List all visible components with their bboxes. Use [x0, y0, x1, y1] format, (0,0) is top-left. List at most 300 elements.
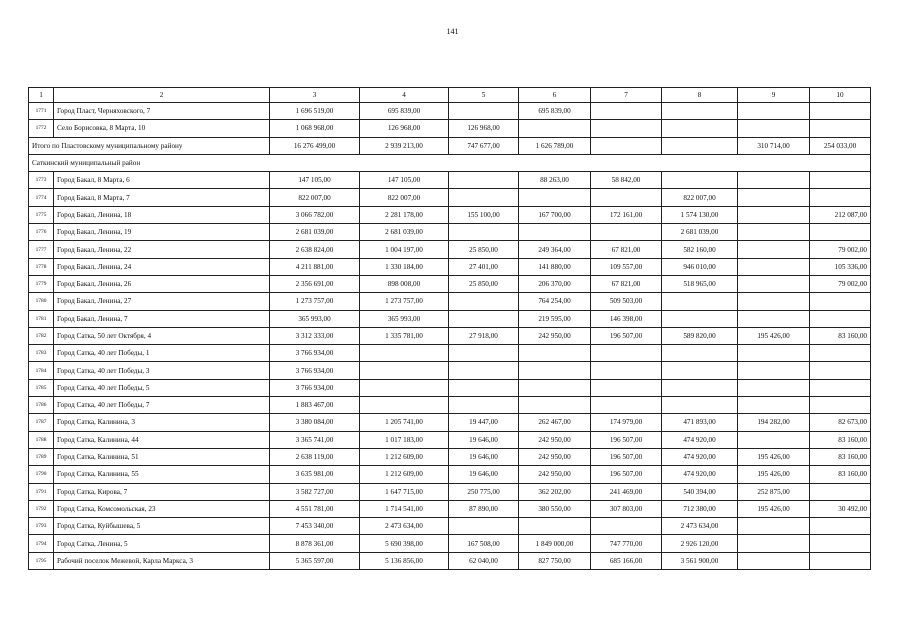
table-cell: 3 766 934,00: [270, 362, 360, 379]
table-cell: 1781: [29, 310, 54, 327]
table-cell: [519, 518, 591, 535]
table-cell: [449, 293, 519, 310]
table-cell: 83 160,00: [810, 448, 871, 465]
table-cell: 1772: [29, 120, 54, 137]
table-cell: [449, 362, 519, 379]
table-cell: 822 007,00: [662, 189, 738, 206]
table-cell: Город Бакал, Ленина, 27: [54, 293, 270, 310]
table-cell: [738, 103, 810, 120]
table-cell: [591, 224, 662, 241]
table-cell: [810, 103, 871, 120]
table-cell: [449, 172, 519, 189]
table-cell: 2 281 178,00: [360, 206, 449, 223]
table-cell: 242 950,00: [519, 327, 591, 344]
table-cell: 83 160,00: [810, 466, 871, 483]
table-cell: 822 007,00: [360, 189, 449, 206]
table-cell: 3 380 084,00: [270, 414, 360, 431]
table-cell: 1773: [29, 172, 54, 189]
table-cell: 827 750,00: [519, 552, 591, 569]
table-row: [29, 189, 871, 206]
table-cell: 310 714,00: [738, 137, 810, 154]
table-cell: 1785: [29, 379, 54, 396]
table-cell: [449, 518, 519, 535]
table-cell: Город Сатка, Калинина, 55: [54, 466, 270, 483]
table-row: [29, 397, 871, 414]
table-cell: 1774: [29, 189, 54, 206]
table-cell: [591, 120, 662, 137]
table-cell: 155 100,00: [449, 206, 519, 223]
table-cell: Город Сатка, 40 лет Победы, 1: [54, 345, 270, 362]
table-cell: [519, 224, 591, 241]
table-cell: 582 160,00: [662, 241, 738, 258]
table-cell: 1 212 609,00: [360, 448, 449, 465]
table-cell: 19 646,00: [449, 466, 519, 483]
table-cell: 219 595,00: [519, 310, 591, 327]
table-cell: 3 766 934,00: [270, 379, 360, 396]
table-cell: 589 820,00: [662, 327, 738, 344]
table-cell: 9: [738, 88, 810, 103]
table-cell: [810, 345, 871, 362]
table-cell: 1779: [29, 275, 54, 292]
table-cell: [810, 224, 871, 241]
table-cell: [519, 362, 591, 379]
table-cell: 10: [810, 88, 871, 103]
table-cell: [591, 189, 662, 206]
table-cell: Саткинский муниципальный район: [29, 154, 871, 171]
table-cell: Город Сатка, 40 лет Победы, 5: [54, 379, 270, 396]
table-cell: 1789: [29, 448, 54, 465]
table-cell: 196 507,00: [591, 431, 662, 448]
table-cell: 1790: [29, 466, 54, 483]
table-cell: Город Пласт, Черняховского, 7: [54, 103, 270, 120]
table-cell: 147 105,00: [360, 172, 449, 189]
table-cell: 2: [54, 88, 270, 103]
table-cell: 1 068 968,00: [270, 120, 360, 137]
table-cell: [738, 535, 810, 552]
table-cell: [810, 293, 871, 310]
table-row: [29, 483, 871, 500]
table-cell: 1791: [29, 483, 54, 500]
table-cell: 196 507,00: [591, 466, 662, 483]
table-row: [29, 518, 871, 535]
table-cell: 1 574 130,00: [662, 206, 738, 223]
table-cell: 126 968,00: [449, 120, 519, 137]
table-cell: 206 370,00: [519, 275, 591, 292]
table-cell: 195 426,00: [738, 448, 810, 465]
table-cell: 105 336,00: [810, 258, 871, 275]
table-cell: 747 770,00: [591, 535, 662, 552]
table-cell: 518 965,00: [662, 275, 738, 292]
table-cell: 242 950,00: [519, 448, 591, 465]
table-cell: Рабочий поселок Межевой, Карла Маркса, 3: [54, 552, 270, 569]
table-cell: [449, 224, 519, 241]
table-cell: [519, 379, 591, 396]
table-cell: 79 002,00: [810, 241, 871, 258]
table-row: [29, 172, 871, 189]
table-cell: 474 920,00: [662, 466, 738, 483]
table-row: [29, 466, 871, 483]
table-cell: [591, 397, 662, 414]
table-cell: 1793: [29, 518, 54, 535]
table-cell: [738, 310, 810, 327]
table-cell: [810, 310, 871, 327]
table-cell: 1794: [29, 535, 54, 552]
table-cell: 3 312 333,00: [270, 327, 360, 344]
table-cell: 1 004 197,00: [360, 241, 449, 258]
table-cell: Итого по Пластовскому муниципальному району: [29, 137, 270, 154]
table-cell: Город Бакал, Ленина, 18: [54, 206, 270, 223]
table-cell: 19 646,00: [449, 448, 519, 465]
table-cell: 16 276 499,00: [270, 137, 360, 154]
table-cell: 695 839,00: [360, 103, 449, 120]
table-cell: Город Сатка, Куйбышева, 5: [54, 518, 270, 535]
table-cell: 1788: [29, 431, 54, 448]
table-row: [29, 103, 871, 120]
table-cell: 365 993,00: [270, 310, 360, 327]
table-cell: 4: [360, 88, 449, 103]
table-cell: 1 647 715,00: [360, 483, 449, 500]
table-cell: 1775: [29, 206, 54, 223]
table-row: [29, 275, 871, 292]
table-cell: [591, 362, 662, 379]
table-cell: 3 582 727,00: [270, 483, 360, 500]
table-cell: 174 979,00: [591, 414, 662, 431]
table-cell: 2 681 039,00: [662, 224, 738, 241]
table-cell: [662, 345, 738, 362]
table-cell: Город Сатка, Калинина, 3: [54, 414, 270, 431]
table-cell: [738, 362, 810, 379]
table-cell: [738, 189, 810, 206]
table-cell: 685 166,00: [591, 552, 662, 569]
table-cell: 27 918,00: [449, 327, 519, 344]
table-cell: [738, 379, 810, 396]
table-cell: [738, 206, 810, 223]
table-cell: 1 714 541,00: [360, 500, 449, 517]
table-cell: 1786: [29, 397, 54, 414]
page-number: 141: [446, 27, 459, 36]
table-cell: 4 211 881,00: [270, 258, 360, 275]
table-cell: 254 033,00: [810, 137, 871, 154]
table-cell: 30 492,00: [810, 500, 871, 517]
table-cell: 1784: [29, 362, 54, 379]
table-cell: 1782: [29, 327, 54, 344]
table-cell: 241 469,00: [591, 483, 662, 500]
table-cell: [738, 293, 810, 310]
table-cell: 474 920,00: [662, 448, 738, 465]
table-cell: 3 365 741,00: [270, 431, 360, 448]
table-row: [29, 120, 871, 137]
table-cell: [360, 362, 449, 379]
table-cell: 242 950,00: [519, 466, 591, 483]
table-cell: 1 273 757,00: [360, 293, 449, 310]
table-row: [29, 241, 871, 258]
table-cell: [810, 397, 871, 414]
table-cell: 2 638 824,00: [270, 241, 360, 258]
table-cell: [810, 172, 871, 189]
table-cell: 471 893,00: [662, 414, 738, 431]
table-cell: 252 875,00: [738, 483, 810, 500]
table-cell: 262 467,00: [519, 414, 591, 431]
table-cell: 2 681 039,00: [360, 224, 449, 241]
table-cell: [519, 345, 591, 362]
table-cell: [662, 310, 738, 327]
table-cell: 5: [449, 88, 519, 103]
table-cell: 167 508,00: [449, 535, 519, 552]
table-cell: 2 473 634,00: [360, 518, 449, 535]
table-row: [29, 206, 871, 223]
table-cell: Город Бакал, Ленина, 19: [54, 224, 270, 241]
table-cell: 1787: [29, 414, 54, 431]
table-cell: [810, 362, 871, 379]
total-row: [29, 137, 871, 154]
table-cell: 67 821,00: [591, 275, 662, 292]
table-row: [29, 500, 871, 517]
table-cell: [662, 120, 738, 137]
table-row: [29, 552, 871, 569]
table-cell: 380 550,00: [519, 500, 591, 517]
table-cell: [810, 483, 871, 500]
table-cell: [810, 379, 871, 396]
table-cell: 1 017 183,00: [360, 431, 449, 448]
table-cell: 3 766 934,00: [270, 345, 360, 362]
table-cell: 196 507,00: [591, 448, 662, 465]
table-cell: 4 551 781,00: [270, 500, 360, 517]
register-table: [28, 87, 871, 570]
table-cell: [810, 518, 871, 535]
table-cell: 19 646,00: [449, 431, 519, 448]
table-cell: 1 849 000,00: [519, 535, 591, 552]
table-cell: 3 561 900,00: [662, 552, 738, 569]
table-cell: 7 453 340,00: [270, 518, 360, 535]
table-cell: 250 775,00: [449, 483, 519, 500]
table-cell: [360, 397, 449, 414]
table-cell: [810, 120, 871, 137]
table-row: [29, 362, 871, 379]
table-cell: [449, 310, 519, 327]
table-cell: [449, 103, 519, 120]
table-cell: 946 010,00: [662, 258, 738, 275]
table-cell: 82 673,00: [810, 414, 871, 431]
table-cell: 146 398,00: [591, 310, 662, 327]
table-cell: [591, 103, 662, 120]
table-cell: [738, 431, 810, 448]
table-row: [29, 535, 871, 552]
table-cell: 3: [270, 88, 360, 103]
table-cell: 83 160,00: [810, 327, 871, 344]
table-cell: 195 426,00: [738, 327, 810, 344]
table-cell: [360, 345, 449, 362]
table-cell: 5 136 856,00: [360, 552, 449, 569]
table-cell: [449, 189, 519, 206]
table-cell: [738, 258, 810, 275]
table-cell: 3 066 782,00: [270, 206, 360, 223]
table-cell: 1 696 519,00: [270, 103, 360, 120]
table-cell: 126 968,00: [360, 120, 449, 137]
table-cell: 1777: [29, 241, 54, 258]
table-cell: 67 821,00: [591, 241, 662, 258]
table-cell: 1792: [29, 500, 54, 517]
table-cell: 898 008,00: [360, 275, 449, 292]
table-cell: 365 993,00: [360, 310, 449, 327]
table-cell: [738, 241, 810, 258]
table-cell: [662, 103, 738, 120]
table-cell: 474 920,00: [662, 431, 738, 448]
table-cell: 822 007,00: [270, 189, 360, 206]
table-cell: 195 426,00: [738, 466, 810, 483]
table-cell: 19 447,00: [449, 414, 519, 431]
table-cell: 509 503,00: [591, 293, 662, 310]
table-cell: [591, 518, 662, 535]
table-cell: 25 850,00: [449, 275, 519, 292]
table-row: [29, 224, 871, 241]
table-row: [29, 431, 871, 448]
table-cell: [449, 345, 519, 362]
table-cell: 695 839,00: [519, 103, 591, 120]
table-row: [29, 448, 871, 465]
table-header-row: [29, 88, 871, 103]
table-cell: [738, 552, 810, 569]
table-cell: [662, 137, 738, 154]
table-cell: Город Бакал, Ленина, 7: [54, 310, 270, 327]
table-cell: [591, 379, 662, 396]
table-cell: Город Сатка, 40 лет Победы, 7: [54, 397, 270, 414]
table-cell: 83 160,00: [810, 431, 871, 448]
table-cell: [519, 120, 591, 137]
table-cell: [738, 120, 810, 137]
table-cell: 2 638 119,00: [270, 448, 360, 465]
table-cell: 712 380,00: [662, 500, 738, 517]
table-cell: [810, 189, 871, 206]
table-cell: [519, 189, 591, 206]
table-cell: 249 364,00: [519, 241, 591, 258]
table-cell: Город Бакал, 8 Марта, 6: [54, 172, 270, 189]
table-cell: 172 161,00: [591, 206, 662, 223]
table-cell: Город Бакал, Ленина, 24: [54, 258, 270, 275]
table-cell: 5 690 398,00: [360, 535, 449, 552]
table-cell: 6: [519, 88, 591, 103]
table-cell: [738, 172, 810, 189]
table-cell: Город Сатка, Калинина, 44: [54, 431, 270, 448]
table-cell: [591, 345, 662, 362]
table-cell: [810, 535, 871, 552]
table-cell: Город Сатка, Комсомольская, 23: [54, 500, 270, 517]
table-cell: Город Сатка, 50 лет Октября, 4: [54, 327, 270, 344]
table-cell: [449, 397, 519, 414]
table-cell: 1 212 609,00: [360, 466, 449, 483]
table-cell: Город Бакал, 8 Марта, 7: [54, 189, 270, 206]
table-cell: 1 205 741,00: [360, 414, 449, 431]
table-cell: 25 850,00: [449, 241, 519, 258]
table-cell: 1: [29, 88, 54, 103]
table-cell: [360, 379, 449, 396]
table-cell: [662, 172, 738, 189]
table-cell: [662, 397, 738, 414]
table-row: [29, 379, 871, 396]
table-cell: 1778: [29, 258, 54, 275]
table-cell: 196 507,00: [591, 327, 662, 344]
table-cell: [738, 345, 810, 362]
table-cell: 1783: [29, 345, 54, 362]
table-cell: 3 635 981,00: [270, 466, 360, 483]
table-cell: 58 842,00: [591, 172, 662, 189]
table-cell: 1 626 789,00: [519, 137, 591, 154]
table-cell: Город Сатка, Калинина, 51: [54, 448, 270, 465]
table-cell: 2 356 691,00: [270, 275, 360, 292]
table-cell: 141 880,00: [519, 258, 591, 275]
table-cell: 362 202,00: [519, 483, 591, 500]
table-cell: 167 700,00: [519, 206, 591, 223]
table-cell: 764 254,00: [519, 293, 591, 310]
table-row: [29, 310, 871, 327]
table-cell: [810, 552, 871, 569]
table-cell: 242 950,00: [519, 431, 591, 448]
table-cell: 1 335 781,00: [360, 327, 449, 344]
table-cell: [662, 379, 738, 396]
table-cell: 194 282,00: [738, 414, 810, 431]
table-cell: 2 926 120,00: [662, 535, 738, 552]
table-cell: [449, 379, 519, 396]
table-cell: 1771: [29, 103, 54, 120]
table-cell: 1795: [29, 552, 54, 569]
table-cell: [662, 362, 738, 379]
table-cell: [738, 224, 810, 241]
table-cell: [519, 397, 591, 414]
table-cell: Город Бакал, Ленина, 22: [54, 241, 270, 258]
table-cell: Село Борисовка, 8 Марта, 10: [54, 120, 270, 137]
table-cell: 27 401,00: [449, 258, 519, 275]
table-cell: 540 394,00: [662, 483, 738, 500]
table-cell: 7: [591, 88, 662, 103]
table-cell: 62 040,00: [449, 552, 519, 569]
section-row: [29, 154, 871, 171]
table-cell: Город Сатка, Кирова, 7: [54, 483, 270, 500]
table-cell: Город Бакал, Ленина, 26: [54, 275, 270, 292]
table-cell: 1780: [29, 293, 54, 310]
table-cell: 79 002,00: [810, 275, 871, 292]
table-cell: 307 803,00: [591, 500, 662, 517]
table-row: [29, 345, 871, 362]
table-cell: 147 105,00: [270, 172, 360, 189]
table-cell: 2 473 634,00: [662, 518, 738, 535]
table-row: [29, 327, 871, 344]
table-cell: 1 883 467,00: [270, 397, 360, 414]
table-cell: 8 878 361,00: [270, 535, 360, 552]
table-cell: 195 426,00: [738, 500, 810, 517]
table-cell: 8: [662, 88, 738, 103]
table-row: [29, 258, 871, 275]
table-cell: [738, 275, 810, 292]
table-cell: 2 939 213,00: [360, 137, 449, 154]
table-cell: 747 677,00: [449, 137, 519, 154]
table-cell: 1776: [29, 224, 54, 241]
table-cell: 2 681 039,00: [270, 224, 360, 241]
table-cell: [738, 518, 810, 535]
table-cell: [591, 137, 662, 154]
table-cell: [738, 397, 810, 414]
table-cell: 1 273 757,00: [270, 293, 360, 310]
table-cell: Город Сатка, 40 лет Победы, 3: [54, 362, 270, 379]
table-cell: 5 365 597,00: [270, 552, 360, 569]
table-cell: 109 557,00: [591, 258, 662, 275]
table-cell: [662, 293, 738, 310]
table-row: [29, 414, 871, 431]
table-cell: 88 263,00: [519, 172, 591, 189]
table-cell: Город Сатка, Ленина, 5: [54, 535, 270, 552]
table-cell: 87 890,00: [449, 500, 519, 517]
table-cell: 1 330 184,00: [360, 258, 449, 275]
table-cell: 212 087,00: [810, 206, 871, 223]
table-row: [29, 293, 871, 310]
